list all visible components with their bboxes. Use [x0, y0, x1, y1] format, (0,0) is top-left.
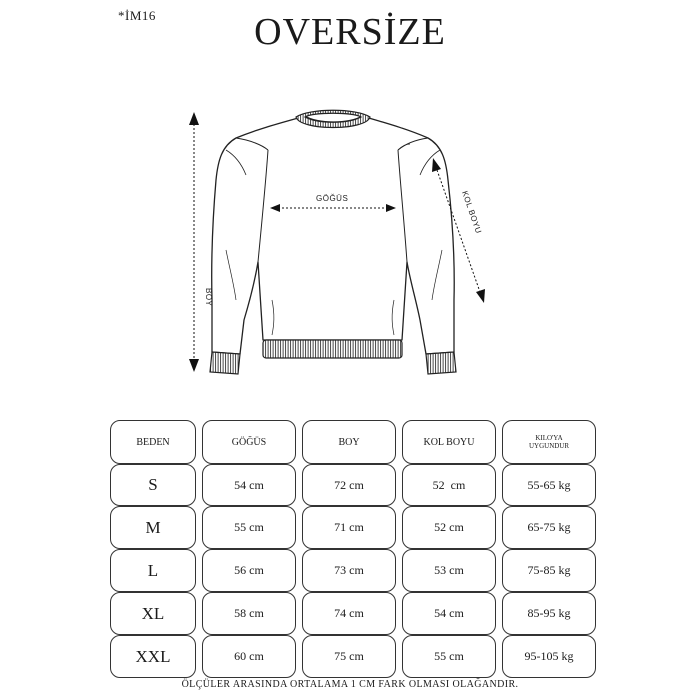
collar-rib [296, 110, 370, 127]
length-cell: 74 cm [302, 592, 396, 635]
header-size: BEDEN [110, 420, 196, 464]
product-code: *İM16 [118, 8, 156, 23]
hem-rib [263, 340, 402, 358]
length-cell: 72 cm [302, 464, 396, 506]
sleeve-cell: 54 cm [402, 592, 496, 635]
length-label: BOY [204, 288, 213, 307]
size-cell: M [110, 506, 196, 549]
length-cell: 73 cm [302, 549, 396, 592]
weight-cell: 85-95 kg [502, 592, 596, 635]
sleeve-cell: 52 cm [402, 464, 496, 506]
chest-cell: 58 cm [202, 592, 296, 635]
right-cuff [426, 352, 456, 374]
size-cell: L [110, 549, 196, 592]
page-title: OVERSİZE [254, 11, 446, 53]
left-cuff [210, 352, 240, 374]
weight-cell: 95-105 kg [502, 635, 596, 678]
sleeve-cell: 53 cm [402, 549, 496, 592]
weight-cell: 55-65 kg [502, 464, 596, 506]
chest-cell: 54 cm [202, 464, 296, 506]
chest-label: GÖĞÜS [316, 194, 349, 203]
size-cell: XL [110, 592, 196, 635]
chest-cell: 60 cm [202, 635, 296, 678]
chest-cell: 56 cm [202, 549, 296, 592]
size-chart-table [110, 418, 596, 678]
header-chest: GÖĞÜS [202, 420, 296, 464]
size-cell: S [110, 464, 196, 506]
weight-cell: 65-75 kg [502, 506, 596, 549]
header-weight: KILO'YA UYGUNDUR [502, 420, 596, 464]
header-sleeve: KOL BOYU [402, 420, 496, 464]
weight-cell: 75-85 kg [502, 549, 596, 592]
sweatshirt-icon [212, 116, 454, 354]
sleeve-cell: 55 cm [402, 635, 496, 678]
size-cell: XXL [110, 635, 196, 678]
header-length: BOY [302, 420, 396, 464]
length-cell: 71 cm [302, 506, 396, 549]
sleeve-cell: 52 cm [402, 506, 496, 549]
length-cell: 75 cm [302, 635, 396, 678]
length-measure-arrow [189, 112, 199, 372]
chest-cell: 55 cm [202, 506, 296, 549]
sleeve-label: KOL BOYU [460, 189, 484, 235]
footnote: ÖLÇÜLER ARASINDA ORTALAMA 1 CM FARK OLMASI OLAĞANDIR. [181, 679, 519, 690]
